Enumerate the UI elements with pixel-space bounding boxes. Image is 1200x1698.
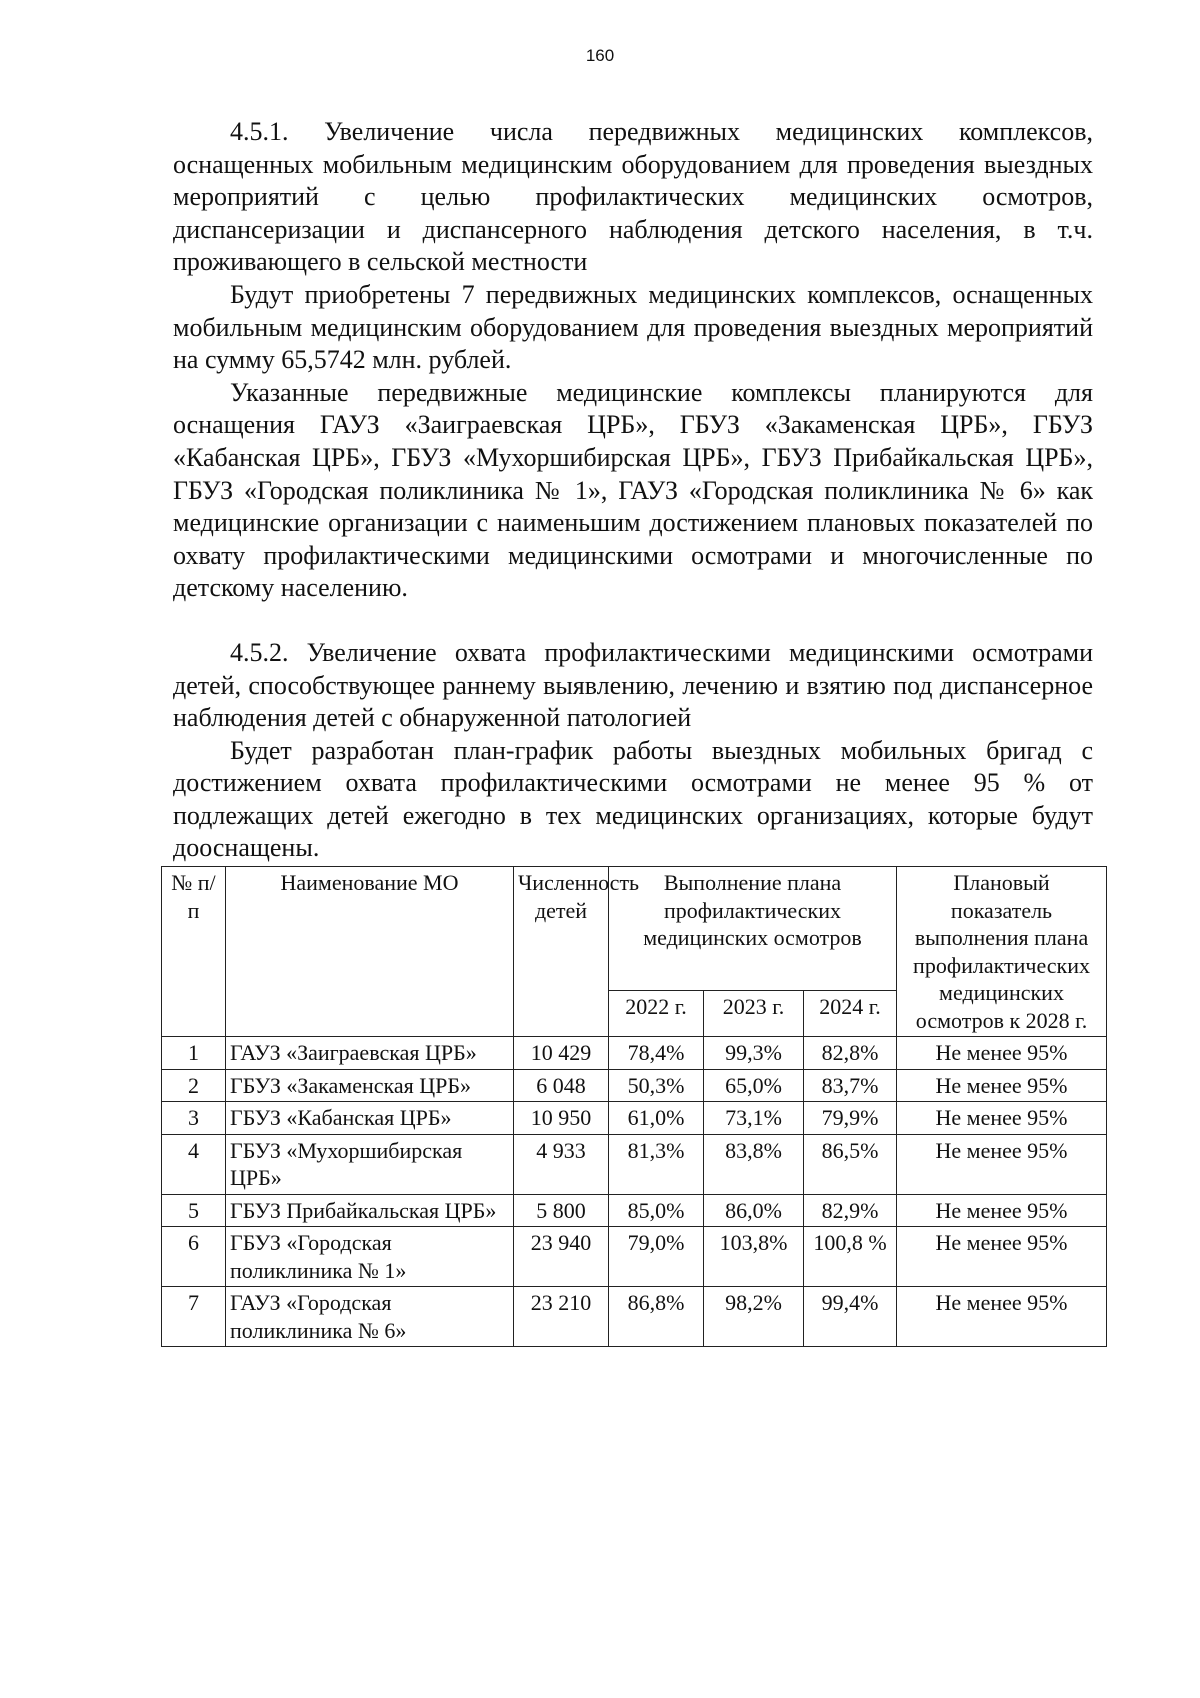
medical-exam-plan-table [161, 866, 1107, 1347]
header-num: № п/п [162, 867, 226, 1037]
row-name: ГАУЗ «Заиграевская ЦРБ» [226, 1037, 514, 1070]
section-gap [173, 605, 1093, 637]
row-count: 23 940 [514, 1227, 609, 1287]
section-4-5-1-heading: 4.5.1. Увеличение числа передвижных медицинских комплексов, оснащенных мобильным медицинским оборудованием для проведения выездных мероприятий с целью профилактических медицинских осмотров, диспансеризации и диспансерного наблюдения детского населения, в т.ч. проживающего в сельской местности [173, 117, 1093, 277]
row-target: Не менее 95% [897, 1134, 1107, 1194]
row-count: 5 800 [514, 1194, 609, 1227]
row-2024: 99,4% [804, 1287, 897, 1347]
page-number: 160 [585, 46, 615, 65]
row-2022: 79,0% [609, 1227, 704, 1287]
table-header-row [162, 867, 1107, 991]
row-2024: 86,5% [804, 1134, 897, 1194]
header-2023: 2023 г. [704, 990, 804, 1036]
row-2022: 86,8% [609, 1287, 704, 1347]
table-row [162, 1102, 1107, 1135]
header-2022: 2022 г. [609, 990, 704, 1036]
row-2024: 82,8% [804, 1037, 897, 1070]
header-2024: 2024 г. [804, 990, 897, 1036]
table-row [162, 1037, 1107, 1070]
row-name: ГБУЗ «Городская поликлиника № 1» [226, 1227, 514, 1287]
row-target: Не менее 95% [897, 1102, 1107, 1135]
row-num: 1 [162, 1037, 226, 1070]
row-2024: 100,8 % [804, 1227, 897, 1287]
document-body [173, 116, 1093, 865]
section-4-5-1-paragraph-1: Будут приобретены 7 передвижных медицинских комплексов, оснащенных мобильным медицинским оборудованием для проведения выездных мероприятий на сумму 65,5742 млн. рублей. [173, 279, 1093, 375]
row-count: 10 950 [514, 1102, 609, 1135]
header-plan-group: Выполнение плана профилактических медицинских осмотров [609, 867, 897, 991]
row-2023: 98,2% [704, 1287, 804, 1347]
row-num: 7 [162, 1287, 226, 1347]
row-target: Не менее 95% [897, 1037, 1107, 1070]
row-name: ГБУЗ «Кабанская ЦРБ» [226, 1102, 514, 1135]
row-target: Не менее 95% [897, 1227, 1107, 1287]
row-2023: 83,8% [704, 1134, 804, 1194]
row-2023: 103,8% [704, 1227, 804, 1287]
table-row [162, 1227, 1107, 1287]
row-2022: 81,3% [609, 1134, 704, 1194]
row-2022: 61,0% [609, 1102, 704, 1135]
row-2023: 99,3% [704, 1037, 804, 1070]
row-count: 10 429 [514, 1037, 609, 1070]
row-target: Не менее 95% [897, 1194, 1107, 1227]
section-4-5-2-paragraph-1: Будет разработан план-график работы выездных мобильных бригад с достижением охвата профилактическими осмотрами не менее 95 % от подлежащих детей ежегодно в тех медицинских организациях, которые будут дооснащены. [173, 735, 1093, 863]
row-num: 3 [162, 1102, 226, 1135]
row-2022: 50,3% [609, 1069, 704, 1102]
row-count: 23 210 [514, 1287, 609, 1347]
row-num: 6 [162, 1227, 226, 1287]
row-name: ГБУЗ «Мухоршибирская ЦРБ» [226, 1134, 514, 1194]
row-num: 4 [162, 1134, 226, 1194]
row-count: 6 048 [514, 1069, 609, 1102]
table-row [162, 1134, 1107, 1194]
header-count: Численность детей [514, 867, 609, 1037]
row-name: ГАУЗ «Городская поликлиника № 6» [226, 1287, 514, 1347]
row-2023: 65,0% [704, 1069, 804, 1102]
row-name: ГБУЗ Прибайкальская ЦРБ» [226, 1194, 514, 1227]
header-target: Плановый показатель выполнения плана профилактических медицинских осмотров к 2028 г. [897, 867, 1107, 1037]
row-count: 4 933 [514, 1134, 609, 1194]
row-name: ГБУЗ «Закаменская ЦРБ» [226, 1069, 514, 1102]
row-num: 5 [162, 1194, 226, 1227]
row-2024: 79,9% [804, 1102, 897, 1135]
row-target: Не менее 95% [897, 1287, 1107, 1347]
row-2024: 83,7% [804, 1069, 897, 1102]
row-2024: 82,9% [804, 1194, 897, 1227]
header-name: Наименование МО [226, 867, 514, 1037]
row-2023: 86,0% [704, 1194, 804, 1227]
table-row [162, 1194, 1107, 1227]
table-row [162, 1069, 1107, 1102]
section-4-5-1-paragraph-2: Указанные передвижные медицинские комплексы планируются для оснащения ГАУЗ «Заиграевская ЦРБ», ГБУЗ «Закаменская ЦРБ», ГБУЗ «Кабанская ЦРБ», ГБУЗ «Мухоршибирская ЦРБ», ГБУЗ Прибайкальская ЦРБ», ГБУЗ «Городская поликлиника № 1», ГАУЗ «Городская поликлиника № 6» как медицинские организации с наименьшим достижением плановых показателей по охвату профилактическими медицинскими осмотрами и многочисленные по детскому населению. [173, 377, 1093, 603]
row-target: Не менее 95% [897, 1069, 1107, 1102]
row-2022: 78,4% [609, 1037, 704, 1070]
section-4-5-2-heading: 4.5.2. Увеличение охвата профилактическими медицинскими осмотрами детей, способствующее раннему выявлению, лечению и взятию под диспансерное наблюдения детей с обнаруженной патологией [173, 637, 1093, 733]
row-2022: 85,0% [609, 1194, 704, 1227]
row-num: 2 [162, 1069, 226, 1102]
table-row [162, 1287, 1107, 1347]
row-2023: 73,1% [704, 1102, 804, 1135]
